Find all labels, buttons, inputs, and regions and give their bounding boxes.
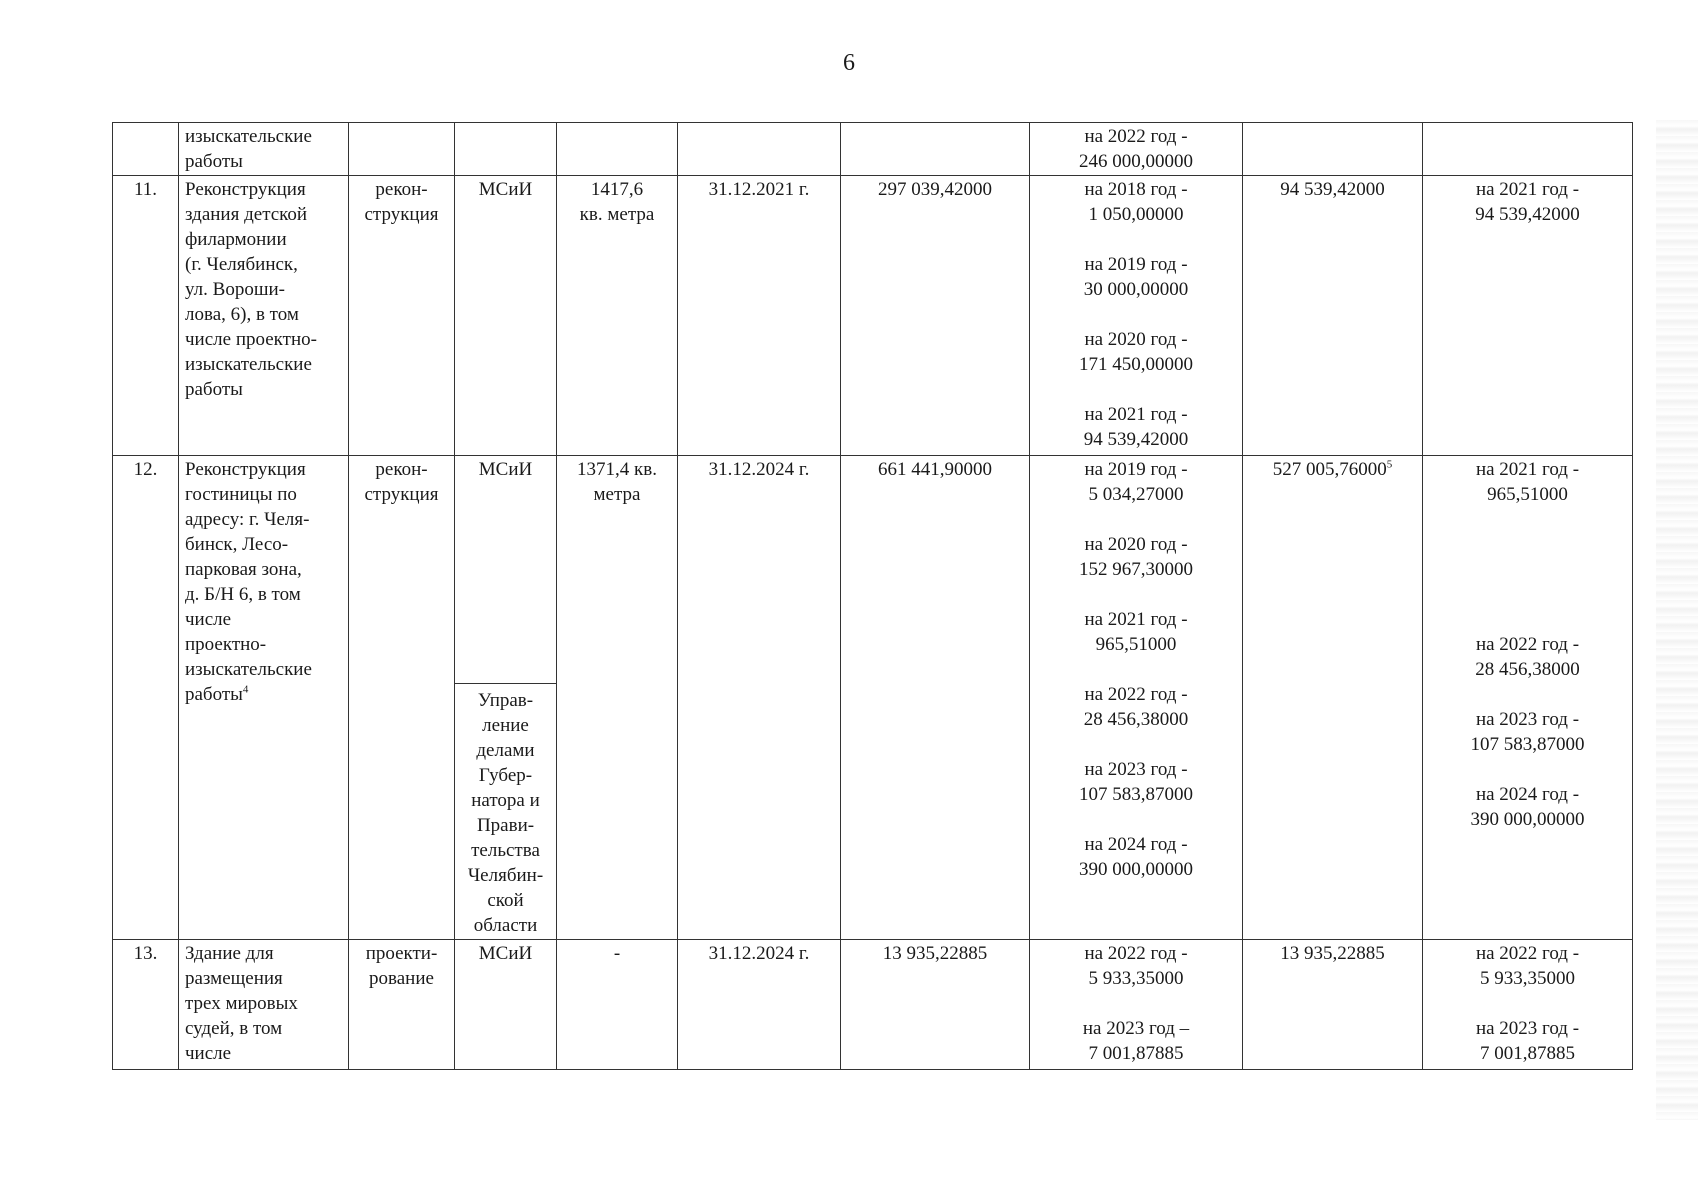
year-amount [1036, 607, 1236, 657]
estimated-cost: 297 039,42000 [841, 176, 1030, 456]
amount-value: 28 456,38000 [1475, 659, 1580, 680]
scan-edge-artifact [1656, 120, 1698, 1120]
year-label: на 2022 год - [1084, 126, 1188, 147]
row-number: 11. [113, 176, 179, 456]
amount-value: 1 050,00000 [1088, 204, 1184, 225]
name-line: д. Б/Н 6, в том [185, 584, 301, 605]
name-line: размещения [185, 968, 283, 989]
row-number: 12. [113, 456, 179, 940]
name-line: Реконструкция [185, 459, 306, 480]
name-line: гостиницы по [185, 484, 297, 505]
name-line: числе [185, 609, 232, 630]
year-label: на 2019 год - [1084, 254, 1188, 275]
page-number: 6 [843, 50, 855, 76]
year-amount [1429, 177, 1626, 227]
capacity: 1371,4 кв. метра [557, 456, 678, 940]
year-amount [1036, 682, 1236, 732]
name-line: проектно- [185, 634, 267, 655]
year-label: на 2022 год - [1475, 634, 1580, 655]
year-amount [1036, 832, 1236, 882]
year-amount [1429, 632, 1626, 682]
amount-value: 94 539,42000 [1475, 204, 1580, 225]
planned-funding [1423, 456, 1633, 940]
amount-value: 390 000,00000 [1470, 809, 1585, 830]
amount-value: 965,51000 [1487, 484, 1568, 505]
year-label: на 2021 год - [1084, 609, 1188, 630]
funding-by-year [1030, 456, 1243, 940]
year-label: на 2021 год - [1475, 179, 1580, 200]
year-label: на 2023 год - [1475, 1018, 1580, 1039]
year-label: на 2020 год - [1084, 534, 1188, 555]
funding-by-year [1030, 123, 1243, 176]
amount-value: 94 539,42000 [1083, 429, 1189, 450]
year-label: на 2024 год - [1475, 784, 1580, 805]
remaining-cost [1243, 456, 1423, 940]
amount-value: 7 001,87885 [1480, 1043, 1575, 1064]
name-line: здания детской [185, 204, 308, 225]
deadline: 31.12.2024 г. [678, 940, 841, 1070]
name-line: числе [185, 1043, 232, 1064]
deadline: 31.12.2021 г. [678, 176, 841, 456]
capacity: 1417,6 кв. метра [557, 176, 678, 456]
remaining-cost [1243, 123, 1423, 176]
year-amount [1429, 782, 1626, 832]
capacity [557, 123, 678, 176]
object-name [179, 123, 349, 176]
name-line: работы [185, 684, 243, 705]
name-line: изыскательские [185, 354, 312, 375]
object-name [179, 456, 349, 940]
planned-funding [1423, 176, 1633, 456]
amount-value: 152 967,30000 [1079, 559, 1193, 580]
amount-value: 171 450,00000 [1079, 354, 1193, 375]
capacity: - [557, 940, 678, 1070]
year-amount [1036, 1016, 1236, 1066]
row-number: 13. [113, 940, 179, 1070]
objects-table [112, 122, 1633, 1070]
name-line: числе проектно- [185, 329, 317, 350]
customer: МСиИ [455, 176, 557, 456]
remaining-cost: 13 935,22885 [1243, 940, 1423, 1070]
year-amount [1036, 402, 1236, 452]
amount-value: 5 034,27000 [1088, 484, 1184, 505]
year-label: на 2023 год – [1082, 1018, 1190, 1039]
year-amount [1036, 124, 1236, 174]
footnote-mark: 5 [1386, 458, 1393, 471]
name-line: лова, 6), в том [185, 304, 299, 325]
amount-value: 7 001,87885 [1088, 1043, 1184, 1064]
year-label: на 2023 год - [1475, 709, 1580, 730]
year-label: на 2022 год - [1084, 684, 1188, 705]
estimated-cost [841, 123, 1030, 176]
name-line: работы [185, 151, 243, 172]
amount-value: 30 000,00000 [1083, 279, 1189, 300]
object-name-text [185, 459, 312, 705]
estimated-cost: 13 935,22885 [841, 940, 1030, 1070]
year-amount [1036, 532, 1236, 582]
year-label: на 2021 год - [1084, 404, 1188, 425]
year-amount [1036, 457, 1236, 507]
name-line: бинск, Лесо- [185, 534, 289, 555]
customer: МСиИ [455, 456, 557, 684]
name-line: трех мировых [185, 993, 298, 1014]
year-label: на 2021 год - [1475, 459, 1580, 480]
year-amount [1036, 252, 1236, 302]
table-row [113, 123, 1633, 176]
customer [455, 123, 557, 176]
remaining-cost-value: 527 005,76000 [1272, 459, 1387, 480]
year-label: на 2023 год - [1084, 759, 1188, 780]
name-line: судей, в том [185, 1018, 283, 1039]
planned-funding [1423, 123, 1633, 176]
amount-value: 5 933,35000 [1480, 968, 1575, 989]
year-label: на 2024 год - [1084, 834, 1188, 855]
amount-value: 107 583,87000 [1079, 784, 1193, 805]
remaining-cost: 94 539,42000 [1243, 176, 1423, 456]
planned-funding [1423, 940, 1633, 1070]
year-amount [1429, 941, 1626, 991]
funding-by-year [1030, 940, 1243, 1070]
year-amount [1429, 457, 1626, 507]
name-line: работы [185, 379, 243, 400]
funding-by-year [1030, 176, 1243, 456]
name-line: изыскательские [185, 659, 312, 680]
year-amount [1429, 707, 1626, 757]
year-amount [1036, 327, 1236, 377]
name-line: адресу: г. Челя- [185, 509, 310, 530]
object-name [179, 940, 349, 1070]
year-amount [1036, 757, 1236, 807]
amount-value: 965,51000 [1095, 634, 1177, 655]
customer-secondary: Управ- ление делами Губер- натора и Прави- тельства Челябин- ской области [455, 684, 557, 940]
work-type: рекон- струкция [349, 456, 455, 940]
year-label: на 2018 год - [1084, 179, 1188, 200]
year-label: на 2022 год - [1084, 943, 1188, 964]
amount-value: 246 000,00000 [1079, 151, 1193, 172]
table-row [113, 456, 1633, 684]
work-type [349, 123, 455, 176]
amount-value: 5 933,35000 [1088, 968, 1184, 989]
name-line: филармонии [185, 229, 287, 250]
table-row [113, 940, 1633, 1070]
name-line: парковая зона, [185, 559, 302, 580]
footnote-mark: 4 [242, 683, 249, 696]
work-type: рекон- струкция [349, 176, 455, 456]
year-label: на 2019 год - [1084, 459, 1188, 480]
deadline: 31.12.2024 г. [678, 456, 841, 940]
customer: МСиИ [455, 940, 557, 1070]
deadline [678, 123, 841, 176]
name-line: изыскательские [185, 126, 312, 147]
year-label: на 2020 год - [1084, 329, 1188, 350]
year-amount [1036, 177, 1236, 227]
year-amount [1036, 941, 1236, 991]
amount-value: 390 000,00000 [1079, 859, 1193, 880]
table-row [113, 176, 1633, 456]
amount-value: 107 583,87000 [1470, 734, 1585, 755]
name-line: Здание для [185, 943, 274, 964]
row-number [113, 123, 179, 176]
planned-funding-rest [1429, 632, 1626, 832]
name-line: (г. Челябинск, [185, 254, 298, 275]
amount-value: 28 456,38000 [1083, 709, 1189, 730]
planned-funding-first [1429, 457, 1626, 507]
year-label: на 2022 год - [1475, 943, 1580, 964]
work-type: проекти- рование [349, 940, 455, 1070]
name-line: ул. Вороши- [185, 279, 285, 300]
name-line: Реконструкция [185, 179, 306, 200]
estimated-cost: 661 441,90000 [841, 456, 1030, 940]
year-amount [1429, 1016, 1626, 1066]
object-name [179, 176, 349, 456]
